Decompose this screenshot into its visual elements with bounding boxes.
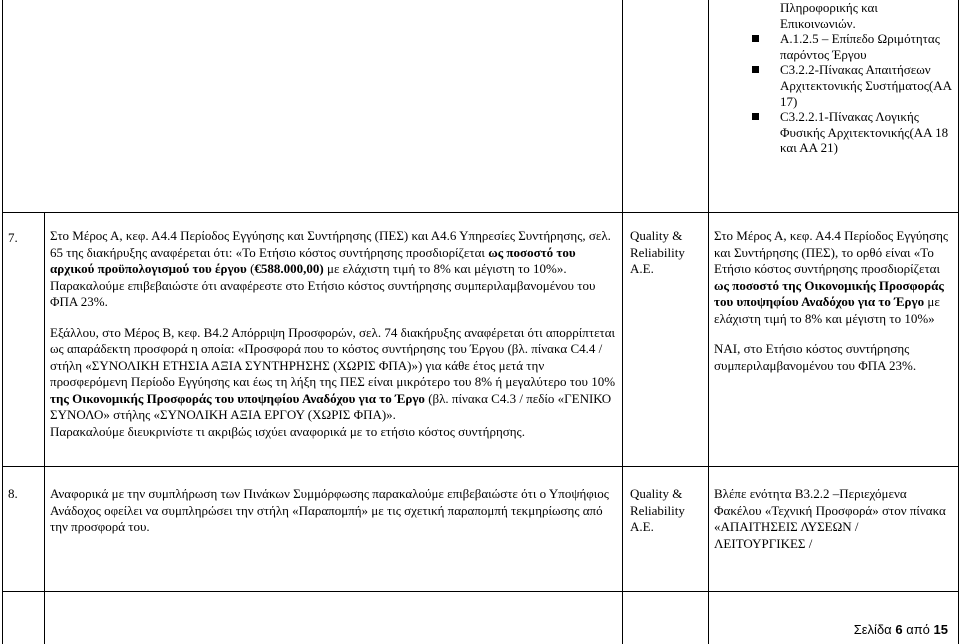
row-7-question xyxy=(50,228,616,440)
table-border-right xyxy=(958,0,959,644)
answer-paragraph: ΝΑΙ, στο Ετήσιο κόστος συντήρησης συμπεριλαμβανομένου του ΦΠΑ 23%. xyxy=(714,341,917,373)
row-8-answer: Βλέπε ενότητα Β3.2.2 –Περιεχόμενα Φακέλου «Τεχνική Προσφορά» στον πίνακα «ΑΠΑΙΤΗΣΕΙΣ ΛΥΣΕΩΝ / ΛΕΙΤΟΥΡΓΙΚΕΣ / xyxy=(714,486,946,551)
question-amount xyxy=(254,261,323,276)
row-7-category: Quality & Reliability Α.Ε. xyxy=(630,228,685,276)
row-8-category: Quality & Reliability Α.Ε. xyxy=(630,486,685,534)
row-divider-middle xyxy=(2,466,959,467)
answer-paragraph xyxy=(714,228,950,327)
reference-item xyxy=(752,62,952,109)
table-border-col2 xyxy=(622,0,623,644)
reference-item-text: C3.2.2.1-Πίνακας Λογικής Φυσικής Αρχιτεκτονικής(ΑΑ 18 και ΑΑ 21) xyxy=(780,109,949,156)
row-8-number: 8. xyxy=(8,486,18,501)
row-7-number: 7. xyxy=(8,230,18,245)
answer-text: με ελάχιστη τιμή το 8% και μέγιστη το 10%» xyxy=(714,294,940,326)
page-footer xyxy=(854,622,948,637)
table-border-col3 xyxy=(708,0,709,644)
row-divider-top xyxy=(2,212,959,213)
table-border-left xyxy=(2,0,3,644)
answer-text: Στο Μέρος Α, κεφ. Α4.4 Περίοδος Εγγύησης και Συντήρησης (ΠΕΣ), το ορθό είναι «Το Ετήσιο κόστος συντήρησης προσδιορίζεται xyxy=(714,228,949,276)
euro-icon: € xyxy=(254,261,261,276)
reference-item-text: Α.1.2.5 – Επίπεδο Ωριμότητας παρόντος Έργου xyxy=(780,31,940,62)
square-bullet-icon xyxy=(752,113,759,120)
question-paragraph: Παρακαλούμε διευκρινίστε τι ακριβώς ισχύει αναφορικά με το ετήσιο κόστος συντήρησης. xyxy=(50,423,525,439)
question-emphasis: της Οικονομικής Προσφοράς του υποψηφίου Αναδόχου για το Έργο xyxy=(50,390,425,406)
table-border-col1 xyxy=(44,212,45,644)
page-of-label: από xyxy=(906,622,930,637)
square-bullet-icon xyxy=(752,66,759,73)
reference-item xyxy=(752,31,952,62)
question-text: Εξάλλου, στο Μέρος Β, κεφ. Β4.2 Απόρριψη Προσφορών, σελ. 74 διακήρυξης αναφέρεται ότι απορρίπτεται ως απαράδεκτη προσφορά η οποία: «Προσφορά που το κόστος συντήρησης του Έργου (βλ. πίνακα C4.4 / στήλη «ΣΥΝΟΛΙΚΗ ΕΤΗΣΙΑ ΑΞΙΑ ΣΥΝΤΗΡΗΣΗΣ (ΧΩΡΙΣ ΦΠΑ)») για κάθε έτος μετά την προσφερόμενη Περίοδο Εγγύησης και έως τη λήξη της ΠΕΣ είναι μικρότερο του 8% ή μεγαλύτερο του 10% xyxy=(50,324,616,389)
row-divider-bottom xyxy=(2,591,959,592)
question-emphasis: ως ποσοστό του αρχικού προϋπολογισμού του έργου xyxy=(50,244,576,276)
page-label: Σελίδα xyxy=(853,622,892,637)
question-text: ( xyxy=(246,261,255,276)
row-7-answer xyxy=(714,228,950,374)
answer-emphasis: ως ποσοστό της Οικονομικής Προσφοράς του υποψηφίου Αναδόχου για το Έργο xyxy=(714,277,944,309)
page-total: 15 xyxy=(933,622,948,637)
question-text: με ελάχιστη τιμή το 8% και μέγιστη το 10%». Παρακαλούμε επιβεβαιώστε ότι αναφέρεστε στο Ετήσιο κόστος συντήρησης συμπεριλαμβανομένου του ΦΠΑ 23%. xyxy=(50,261,596,309)
square-bullet-icon xyxy=(752,35,759,42)
question-paragraph xyxy=(50,325,616,424)
reference-item xyxy=(752,109,952,156)
question-text: (βλ. πίνακα C4.3 / πεδίο «ΓΕΝΙΚΟ ΣΥΝΟΛΟ» στήλης «ΣΥΝΟΛΙΚΗ ΑΞΙΑ ΕΡΓΟΥ (ΧΩΡΙΣ ΦΠΑ)». xyxy=(50,390,612,422)
question-paragraph xyxy=(50,228,616,311)
page-number: 6 xyxy=(895,622,903,637)
question-text: Στο Μέρος Α, κεφ. Α4.4 Περίοδος Εγγύησης και Συντήρησης (ΠΕΣ) και Α4.6 Υπηρεσίες Συντήρησης, σελ. 65 της διακήρυξης αναφέρεται ότι: «Το Ετήσιο κόστος συντήρησης προσδιορίζεται xyxy=(50,228,611,260)
reference-item-text: C3.2.2-Πίνακας Απαιτήσεων Αρχιτεκτονικής Συστήματος(ΑΑ 17) xyxy=(780,62,952,109)
amount-value: 588.000,00) xyxy=(260,261,324,276)
reference-list xyxy=(752,0,952,156)
reference-intro: Πληροφορικής και Επικοινωνιών. xyxy=(780,0,878,31)
row-8-question: Αναφορικά με την συμπλήρωση των Πινάκων Συμμόρφωσης παρακαλούμε επιβεβαιώστε ότι ο Υποψήφιος Ανάδοχος οφείλει να συμπληρώσει την στήλη «Παραπομπή» με τις σχετική παραπομπή τεκμηρίωσης από την προσφορά του. xyxy=(50,486,609,534)
